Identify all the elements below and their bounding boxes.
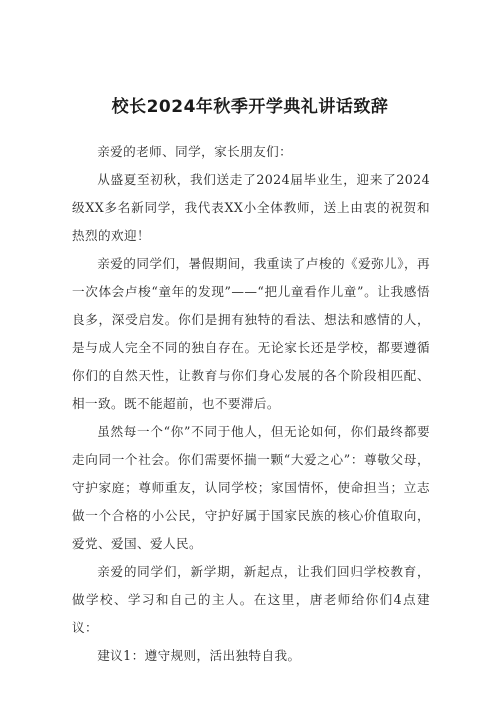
document-body: [72, 138, 430, 670]
paragraph-new-term: 亲爱的同学们，新学期，新起点，让我们回归学校教育，做学校、学习和自己的主人。在这里，唐老师给你们4点建议：: [72, 564, 430, 635]
document-title: 校长2024年秋季开学典礼讲话致辞: [111, 97, 389, 117]
salutation: 亲爱的老师、同学，家长朋友们：: [97, 144, 293, 159]
paragraph-emile: 亲爱的同学们，暑假期间，我重读了卢梭的《爱弥儿》，再一次体会卢梭“童年的发现”——“把儿童看作儿童”。让我感悟良多，深受启发。你们是拥有独特的看法、想法和感情的人，是与成人完全不同的独自存在。无论家长还是学校，都要遵循你们的自然天性，让教育与你们身心发展的各个阶段相匹配、相一致。既不能超前，也不要滞后。: [72, 256, 430, 411]
paragraph-welcome: 从盛夏至初秋，我们送走了2024届毕业生，迎来了2024级XX多名新同学，我代表XX小全体教师，送上由衷的祝贺和热烈的欢迎！: [72, 172, 430, 243]
paragraph-suggestion-1: 建议1：遵守规则，活出独特自我。: [97, 648, 301, 663]
paragraph-society: 虽然每一个“你”不同于他人，但无论如何，你们最终都要走向同一个社会。你们需要怀揣一颗“大爱之心”：尊敬父母，守护家庭；尊师重友，认同学校；家国情怀，使命担当；立志做一个合格的小公民，守护好属于国家民族的核心价值取向，爱党、爱国、爱人民。: [72, 424, 430, 551]
